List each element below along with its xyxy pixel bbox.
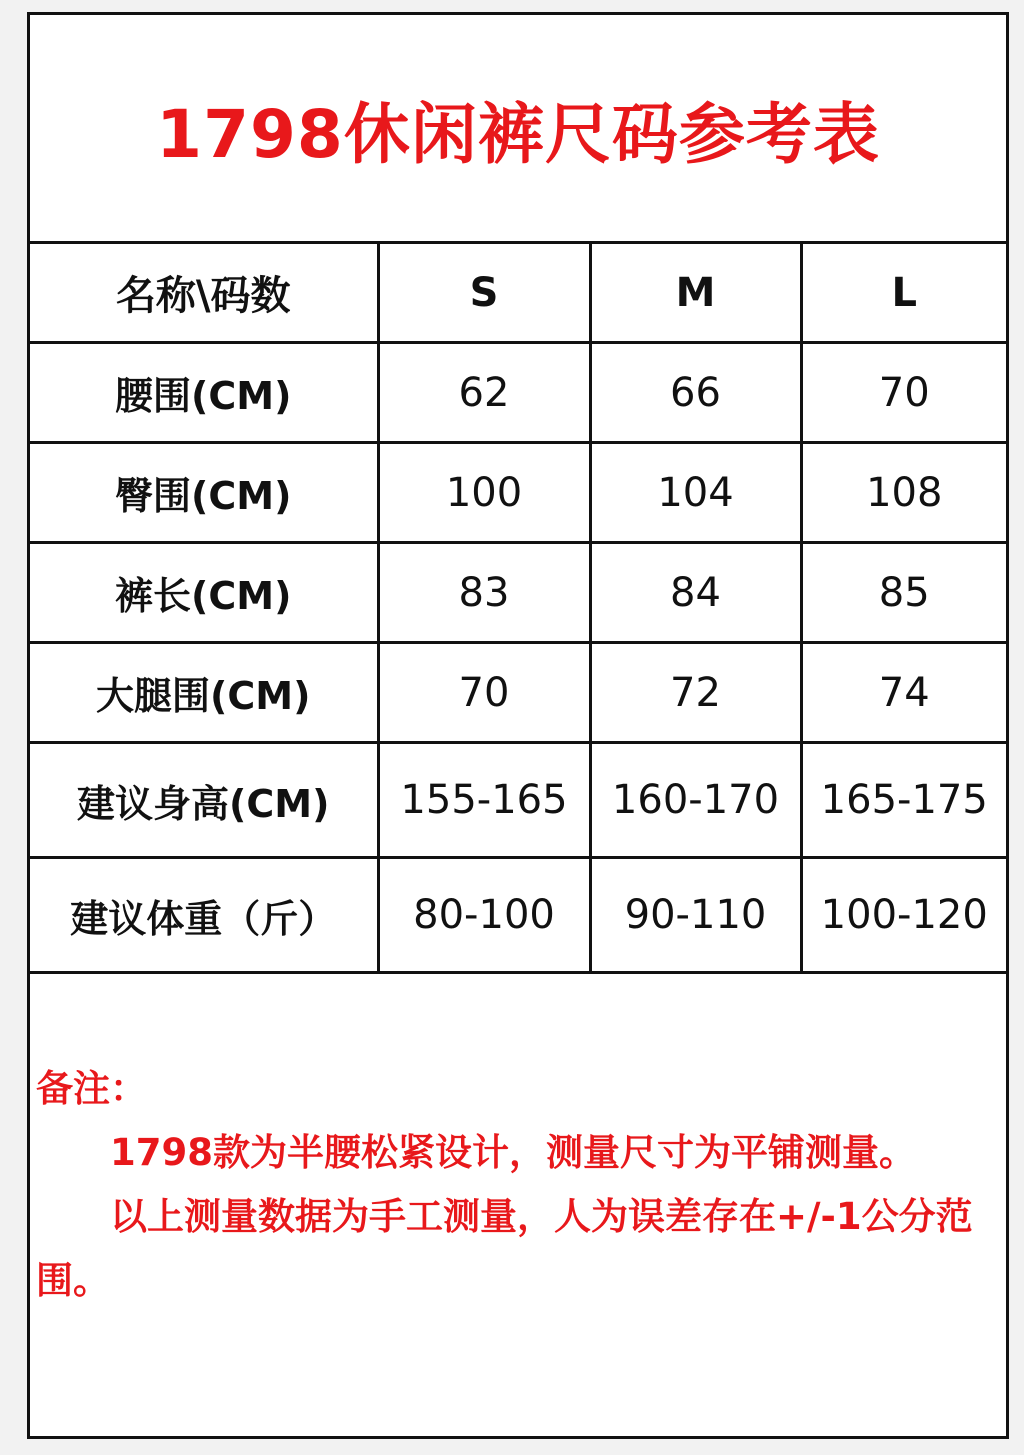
table-row: [30, 743, 1006, 858]
table-cell: 72: [590, 643, 801, 743]
row-label: 建议身高(CM): [30, 743, 378, 858]
table-cell: 74: [801, 643, 1006, 743]
table-cell: 165-175: [801, 743, 1006, 858]
header-label-cell: 名称\码数: [30, 243, 378, 343]
table-cell: 100: [378, 443, 590, 543]
table-row: [30, 543, 1006, 643]
table-row: [30, 858, 1006, 973]
table-cell: 66: [590, 343, 801, 443]
table-cell: 83: [378, 543, 590, 643]
table-cell: 80-100: [378, 858, 590, 973]
table-cell: 84: [590, 543, 801, 643]
row-label: 腰围(CM): [30, 343, 378, 443]
table-cell: 70: [801, 343, 1006, 443]
size-chart-sheet: [27, 12, 1009, 1439]
size-table: [30, 241, 1006, 974]
table-cell: 85: [801, 543, 1006, 643]
row-label: 裤长(CM): [30, 543, 378, 643]
notes-heading: 备注：: [36, 1067, 147, 1110]
table-cell: 100-120: [801, 858, 1006, 973]
table-header-row: [30, 243, 1006, 343]
header-size-m: M: [590, 243, 801, 343]
header-size-s: S: [378, 243, 590, 343]
table-cell: 104: [590, 443, 801, 543]
notes-paragraph: 以上测量数据为手工测量，人为误差存在+/-1公分范围。: [36, 1195, 973, 1302]
row-label: 建议体重（斤）: [30, 858, 378, 973]
table-cell: 160-170: [590, 743, 801, 858]
header-size-l: L: [801, 243, 1006, 343]
row-label: 臀围(CM): [30, 443, 378, 543]
table-row: [30, 343, 1006, 443]
table-cell: 90-110: [590, 858, 801, 973]
table-row: [30, 643, 1006, 743]
page-title: 1798休闲裤尺码参考表: [156, 95, 880, 173]
table-cell: 108: [801, 443, 1006, 543]
table-row: [30, 443, 1006, 543]
row-label: 大腿围(CM): [30, 643, 378, 743]
notes-paragraph: 1798款为半腰松紧设计，测量尺寸为平铺测量。: [110, 1131, 916, 1174]
table-cell: 155-165: [378, 743, 590, 858]
table-cell: 62: [378, 343, 590, 443]
table-cell: 70: [378, 643, 590, 743]
notes-section: [36, 1057, 976, 1313]
